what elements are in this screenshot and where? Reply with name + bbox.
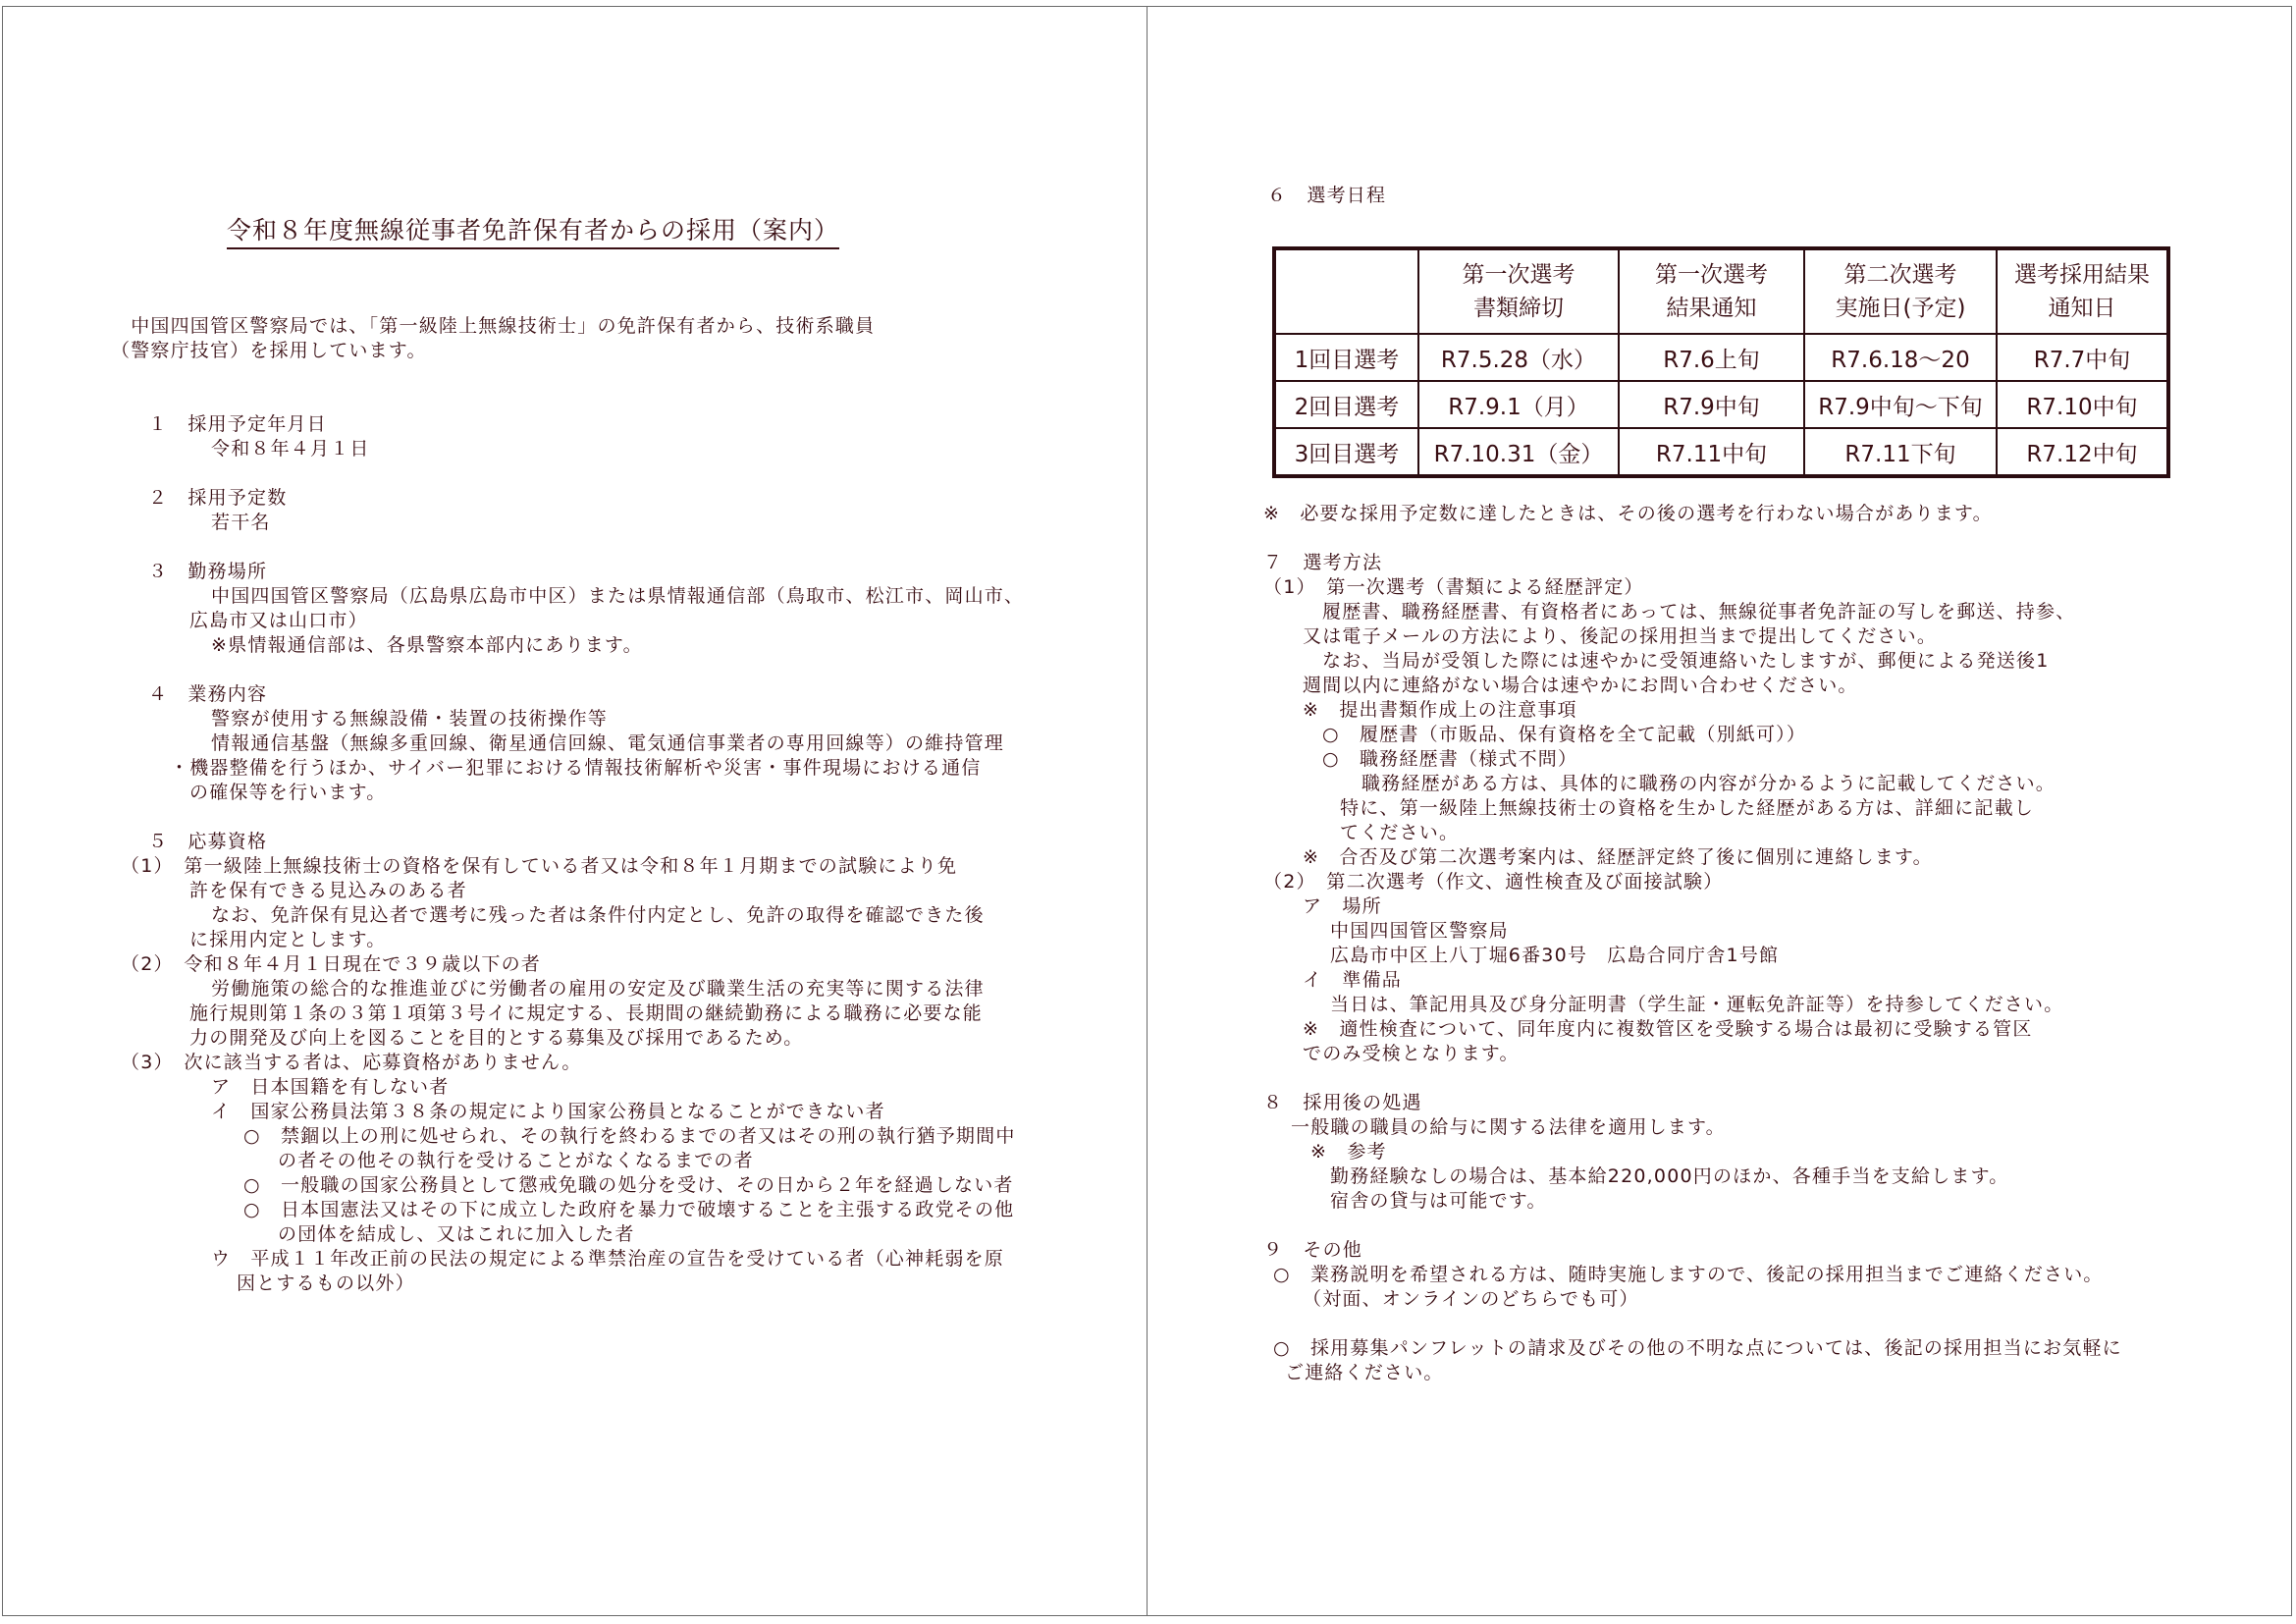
text-line: 中国四国管区警察局（広島県広島市中区）または県情報通信部（鳥取市、松江市、岡山市、 xyxy=(211,585,1025,607)
page-left xyxy=(2,6,1148,1616)
page-title: 令和８年度無線従事者免許保有者からの採用（案内） xyxy=(227,215,839,249)
right-body xyxy=(1263,502,2274,1385)
text-line: ※ 合否及び第二次選考案内は、経歴評定終了後に個別に連絡します。 xyxy=(1303,846,1933,868)
text-line: ご連絡ください。 xyxy=(1285,1362,1444,1383)
text-line: 令和８年４月１日 xyxy=(211,438,370,460)
text-line: ※ 提出書類作成上の注意事項 xyxy=(1303,699,1577,721)
text-line: てください。 xyxy=(1340,822,1460,843)
text-line: 広島市又は山口市） xyxy=(189,610,368,631)
text-line: ○ 禁錮以上の刑に処せられ、その執行を終わるまでの者又はその刑の執行猶予期間中 xyxy=(243,1125,1016,1147)
table-cell: R7.9中旬～下旬 xyxy=(1804,381,1997,428)
text-line: ９ その他 xyxy=(1263,1239,1363,1261)
text-line: なお、免許保有見込者で選考に残った者は条件付内定とし、免許の取得を確認できた後 xyxy=(211,904,985,926)
text-line: （2） 令和８年４月１日現在で３９歳以下の者 xyxy=(121,953,541,975)
text-line: 力の開発及び向上を図ることを目的とする募集及び採用であるため。 xyxy=(189,1027,804,1049)
text-line: 広島市中区上八丁堀6番30号 広島合同庁舎1号館 xyxy=(1330,945,1780,966)
spacer xyxy=(111,658,1102,682)
text-line: ○ 採用募集パンフレットの請求及びその他の不明な点については、後記の採用担当にお気軽に xyxy=(1273,1337,2122,1359)
table-cell: R7.7中旬 xyxy=(1997,334,2168,381)
text-line: ・機器整備を行うほか、サイバー犯罪における情報技術解析や災害・事件現場における通信 xyxy=(170,757,982,779)
text-line: 勤務経験なしの場合は、基本給220,000円のほか、各種手当を支給します。 xyxy=(1330,1165,2009,1187)
text-line: ○ 職務経歴書（様式不問） xyxy=(1322,748,1578,770)
text-line: に採用内定とします。 xyxy=(189,929,387,950)
text-line: ※ 適性検査について、同年度内に複数管区を受験する場合は最初に受験する管区 xyxy=(1303,1018,2033,1040)
section-6-heading xyxy=(1267,184,1386,208)
page-right xyxy=(1147,6,2292,1616)
text-line: の団体を結成し、又はこれに加入した者 xyxy=(278,1223,635,1245)
text-line: （警察庁技官）を採用しています。 xyxy=(111,340,427,361)
table-cell: R7.6.18～20 xyxy=(1804,334,1997,381)
text-line: 又は電子メールの方法により、後記の採用担当まで提出してください。 xyxy=(1303,625,1938,647)
text-line: 一般職の職員の給与に関する法律を適用します。 xyxy=(1291,1116,1726,1138)
text-line: ウ 平成１１年改正前の民法の規定による準禁治産の宣告を受けている者（心神耗弱を原 xyxy=(211,1248,1005,1270)
schedule-table xyxy=(1272,246,2170,478)
spacer xyxy=(1263,1214,2274,1238)
text-line: ア 場所 xyxy=(1303,895,1382,917)
table-header-cell: 第二次選考 実施日(予定) xyxy=(1804,248,1997,334)
table-header-cell xyxy=(1274,248,1418,334)
table-header-cell: 第一次選考 結果通知 xyxy=(1619,248,1804,334)
table-row xyxy=(1274,428,2168,476)
table-cell: 3回目選考 xyxy=(1274,428,1418,476)
text-line: ７ 選考方法 xyxy=(1263,552,1383,573)
text-line: ４ 業務内容 xyxy=(148,683,268,705)
table-row xyxy=(1274,334,2168,381)
text-line: （1） 第一次選考（書類による経歴評定） xyxy=(1263,576,1644,598)
text-line: なお、当局が受領した際には速やかに受領連絡いたしますが、郵便による発送後1 xyxy=(1322,650,2050,672)
spacer xyxy=(111,388,1102,412)
spacer xyxy=(111,805,1102,830)
text-line: ○ 履歴書（市販品、保有資格を全て記載（別紙可）） xyxy=(1322,724,1807,745)
text-line: ※県情報通信部は、各県警察本部内にあります。 xyxy=(211,634,643,656)
spacer xyxy=(111,363,1102,388)
text-line: 宿舎の貸与は可能です。 xyxy=(1330,1190,1547,1212)
text-line: （2） 第二次選考（作文、適性検査及び面接試験） xyxy=(1263,871,1724,893)
text-line: 特に、第一級陸上無線技術士の資格を生かした経歴がある方は、詳細に記載し xyxy=(1340,797,2035,819)
table-cell: R7.12中旬 xyxy=(1997,428,2168,476)
table-cell: R7.5.28（水） xyxy=(1418,334,1619,381)
spacer xyxy=(1263,526,2274,551)
text-line: 週間以内に連絡がない場合は速やかにお問い合わせください。 xyxy=(1303,675,1858,696)
text-line: 因とするもの以外） xyxy=(237,1272,415,1294)
section-6-title: ６ 選考日程 xyxy=(1267,185,1387,206)
text-line: の確保等を行います。 xyxy=(189,782,387,803)
table-header-cell: 第一次選考 書類締切 xyxy=(1418,248,1619,334)
text-line: の者その他その執行を受けることがなくなるまでの者 xyxy=(278,1150,754,1171)
text-line: ア 日本国籍を有しない者 xyxy=(211,1076,450,1098)
table-row xyxy=(1274,381,2168,428)
table-cell: R7.11下旬 xyxy=(1804,428,1997,476)
text-line: ８ 採用後の処遇 xyxy=(1263,1092,1422,1113)
text-line: １ 採用予定年月日 xyxy=(148,413,327,435)
spacer xyxy=(1263,1066,2274,1091)
table-cell: 2回目選考 xyxy=(1274,381,1418,428)
text-line: 職務経歴がある方は、具体的に職務の内容が分かるように記載してください。 xyxy=(1362,773,2056,794)
text-line: イ 国家公務員法第３８条の規定により国家公務員となることができない者 xyxy=(211,1101,885,1122)
text-line: 情報通信基盤（無線多重回線、衛星通信回線、電気通信事業者の専用回線等）の維持管理 xyxy=(211,732,1005,754)
text-line: イ 準備品 xyxy=(1303,969,1403,991)
text-line: （1） 第一級陸上無線技術士の資格を保有している者又は令和８年１月期までの試験により免 xyxy=(121,855,958,877)
text-line: ※ 必要な採用予定数に達したときは、その後の選考を行わない場合があります。 xyxy=(1263,503,1993,524)
text-line: 履歴書、職務経歴書、有資格者にあっては、無線従事者免許証の写しを郵送、持参、 xyxy=(1322,601,2076,623)
text-line: ５ 応募資格 xyxy=(148,831,268,852)
spacer xyxy=(1263,1312,2274,1336)
text-line: 中国四国管区警察局 xyxy=(1330,920,1509,942)
text-line: （対面、オンラインのどちらでも可） xyxy=(1303,1288,1639,1310)
table-cell: R7.6上旬 xyxy=(1619,334,1804,381)
table-cell: R7.11中旬 xyxy=(1619,428,1804,476)
text-line: ○ 業務説明を希望される方は、随時実施しますので、後記の採用担当までご連絡ください。 xyxy=(1273,1264,2104,1285)
table-cell: 1回目選考 xyxy=(1274,334,1418,381)
text-line: 警察が使用する無線設備・装置の技術操作等 xyxy=(211,708,609,730)
text-line: 若干名 xyxy=(211,512,271,533)
left-body xyxy=(111,314,1102,1296)
spacer xyxy=(111,535,1102,560)
table-header-cell: 選考採用結果 通知日 xyxy=(1997,248,2168,334)
text-line: ３ 勤務場所 xyxy=(148,561,268,582)
text-line: ○ 日本国憲法又はその下に成立した政府を暴力で破壊することを主張する政党その他 xyxy=(243,1199,1015,1220)
text-line: ２ 採用予定数 xyxy=(148,487,288,509)
table-cell: R7.9.1（月） xyxy=(1418,381,1619,428)
text-line: （3） 次に該当する者は、応募資格がありません。 xyxy=(121,1052,582,1073)
table-cell: R7.10.31（金） xyxy=(1418,428,1619,476)
text-line: 中国四国管区警察局では、「第一級陸上無線技術士」の免許保有者から、技術系職員 xyxy=(111,315,876,337)
text-line: ※ 参考 xyxy=(1310,1141,1387,1163)
text-line: 労働施策の総合的な推進並びに労働者の雇用の安定及び職業生活の充実等に関する法律 xyxy=(211,978,985,1000)
spacer xyxy=(111,461,1102,486)
text-line: でのみ受検となります。 xyxy=(1303,1043,1520,1064)
text-line: 施行規則第１条の３第１項第３号イに規定する、長期間の継続勤務による職務に必要な能 xyxy=(189,1002,984,1024)
text-line: 当日は、筆記用具及び身分証明書（学生証・運転免許証等）を持参してください。 xyxy=(1330,994,2064,1015)
text-line: ○ 一般職の国家公務員として懲戒免職の処分を受け、その日から２年を経過しない者 xyxy=(243,1174,1014,1196)
table-cell: R7.9中旬 xyxy=(1619,381,1804,428)
text-line: 許を保有できる見込みのある者 xyxy=(189,880,467,901)
table-cell: R7.10中旬 xyxy=(1997,381,2168,428)
